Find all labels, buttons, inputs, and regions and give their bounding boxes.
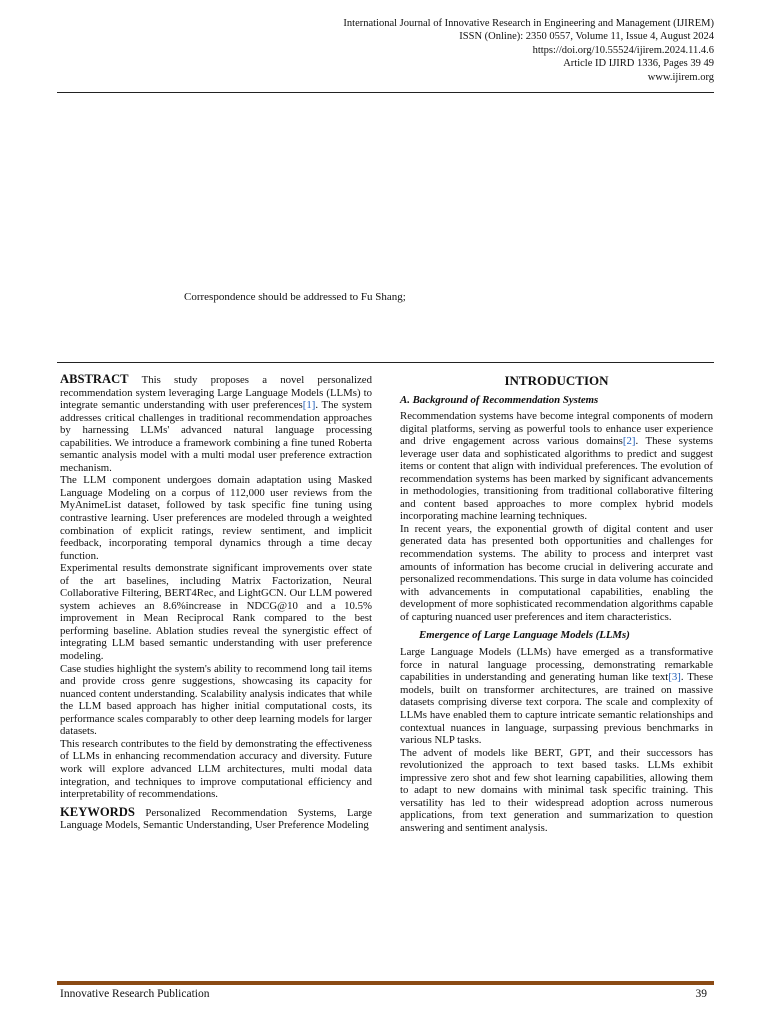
abstract-paragraph: Experimental results demonstrate significant improvements over state of the art baselines, including Matrix Factorization, Neural Collaborative Filtering, BERT4Rec, and LightGCN. Our LLM powered system achieves an 8.6%increase in NDCG@10 and a 10.5% improvement in Mean Reciprocal Rank compared to the best performing baseline. Ablation studies reveal the synergistic effect of integrating LLM based semantic understanding with user preference modeling. xyxy=(60,562,372,663)
header-divider xyxy=(57,92,714,93)
journal-name: International Journal of Innovative Research in Engineering and Management (IJIREM) xyxy=(343,18,714,29)
abstract-column xyxy=(60,373,372,832)
keywords-label: KEYWORDS xyxy=(60,804,135,819)
introduction-heading: INTRODUCTION xyxy=(504,373,609,388)
citation-link[interactable]: [2] xyxy=(622,435,636,448)
abstract-paragraph: This research contributes to the field by demonstrating the effectiveness of LLMs in enhancing recommendation accuracy and diversity. Future work will explore advanced LLM architectures, multi modal data integration, and techniques to improve computational efficiency and interpretability of recommendations. xyxy=(60,737,372,801)
introduction-column xyxy=(400,373,713,835)
section-divider xyxy=(57,362,714,363)
publisher-name: Innovative Research Publication xyxy=(60,988,210,1000)
page-number: 39 xyxy=(695,988,707,1000)
doi-link[interactable]: https://doi.org/10.55524/ijirem.2024.11.4.6 xyxy=(532,44,714,56)
website-link[interactable]: www.ijirem.org xyxy=(647,71,714,83)
subsection-heading: A. Background of Recommendation Systems xyxy=(400,394,599,406)
article-id-line: Article ID IJIRD 1336, Pages 39 49 xyxy=(563,58,714,70)
intro-paragraph: Recommendation systems have become integral components of modern digital platforms, serving as powerful tools to enhance user experience and drive engagement across various domains[2]. These systems leverage user data and sophisticated algorithms to predict and suggest items or content that align with individual preferences. The evolution of recommendation systems has been marked by significant advancements in methodologies, transitioning from traditional collaborative filtering and content based approaches to more complex hybrid models incorporating machine learning techniques. xyxy=(400,410,713,523)
abstract-paragraph: ABSTRACT This study proposes a novel personalized recommendation system leveraging Large Language Models (LLMs) to integrate semantic understanding with user preferences[1]. The system addresses critical challenges in traditional recommendation approaches by harnessing LLMs' advanced natural language processing capabilities. We introduce a framework combining a fine tuned Roberta semantic analysis model with a multi modal user preference extraction mechanism. xyxy=(60,372,372,474)
intro-paragraph: The advent of models like BERT, GPT, and their successors has revolutionized the approach to text based tasks. LLMs exhibit impressive zero shot and few shot learning capabilities, allowing them to adapt to new domains with minimal task specific training. This versatility has led to their widespread adoption across numerous applications, from text generation and summarization to question answering and sentiment analysis. xyxy=(400,746,713,834)
citation-link[interactable]: [3] xyxy=(668,671,681,684)
correspondence-note: Correspondence should be addressed to Fu Shang; xyxy=(184,291,406,303)
intro-paragraph: In recent years, the exponential growth of digital content and user generated data has presented both opportunities and challenges for recommendation systems. The ability to process and interpret vast amounts of information has become crucial in delivering accurate and personalized recommendations. This surge in data volume has coincided with advancements in computational capabilities, enabling the development of more sophisticated recommendation algorithms capable of capturing nuanced user preferences and item characteristics. xyxy=(400,522,713,623)
abstract-paragraph: The LLM component undergoes domain adaptation using Masked Language Modeling on a corpus of 112,000 user reviews from the MyAnimeList dataset, followed by task specific fine tuning using contrastive learning. User preferences are modeled through a weighted combination of explicit ratings, review sentiment, and implicit feedback, incorporating temporal dynamics through a time decay function. xyxy=(60,474,372,562)
intro-paragraph: Large Language Models (LLMs) have emerged as a transformative force in natural language processing, demonstrating remarkable capabilities in understanding and generating human like text[3]. These models, built on transformer architectures, are trained on massive datasets comprising diverse text corpora. The scale and complexity of LLMs have enabled them to capture intricate semantic relationships and contextual nuances in language, surpassing previous benchmarks in various NLP tasks. xyxy=(400,646,713,747)
footer-bar xyxy=(57,981,714,985)
citation-link[interactable]: [1] xyxy=(302,399,316,412)
abstract-label: ABSTRACT xyxy=(60,372,129,386)
issn-line: ISSN (Online): 2350 0557, Volume 11, Issue 4, August 2024 xyxy=(459,31,714,43)
subsection-heading: Emergence of Large Language Models (LLMs) xyxy=(419,629,630,642)
abstract-paragraph: Case studies highlight the system's ability to recommend long tail items and provide cross genre suggestions, showcasing its capacity for nuanced content understanding. Scalability analysis indicates that while the LLM based approach has higher initial computational costs, its performance scales comparably to other deep learning models for larger datasets. xyxy=(60,662,372,738)
journal-header xyxy=(343,17,714,84)
keywords-paragraph: KEYWORDS Personalized Recommendation Systems, Large Language Models, Semantic Understanding, User Preference Modeling xyxy=(60,804,372,832)
